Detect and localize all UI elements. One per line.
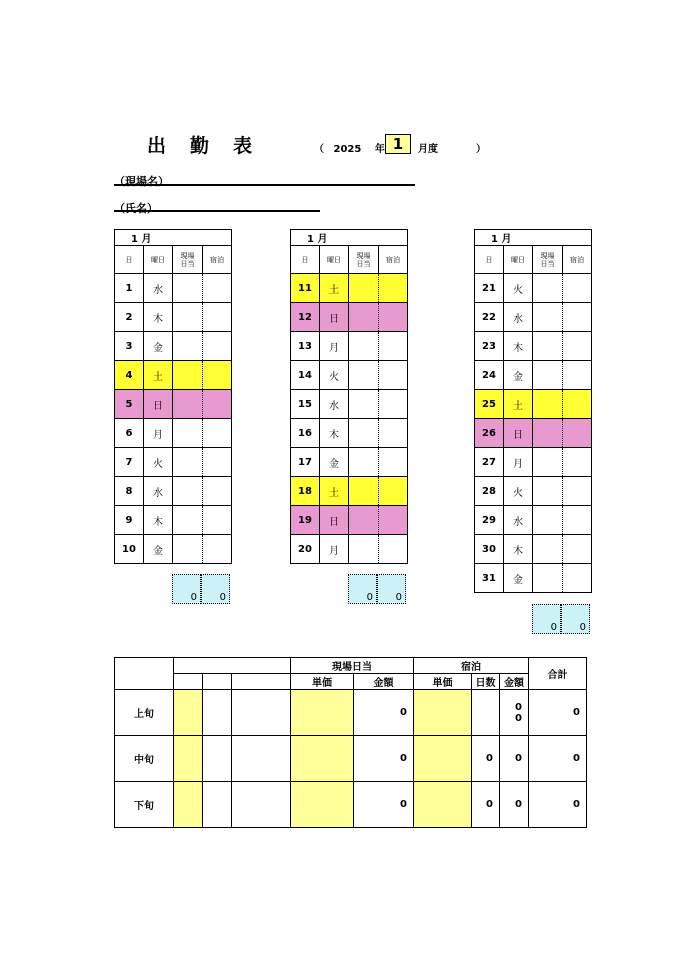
stay-cell[interactable]	[379, 419, 408, 448]
weekday: 水	[504, 506, 533, 535]
weekday-header: 曜日	[144, 246, 173, 274]
stay-amount	[500, 736, 529, 782]
day-number: 4	[115, 361, 144, 390]
summary-row	[115, 782, 587, 828]
calendar-row	[291, 477, 408, 506]
stay-amount-value-2: 0	[515, 712, 522, 724]
site-cell[interactable]	[349, 361, 379, 390]
day-header: 日	[291, 246, 320, 274]
stay-header: 宿泊	[414, 658, 529, 674]
weekday: 日	[504, 419, 533, 448]
stay-cell[interactable]	[563, 390, 592, 419]
day-number: 18	[291, 477, 320, 506]
weekday: 火	[320, 361, 349, 390]
day-number: 26	[475, 419, 504, 448]
stay-unit-price[interactable]	[414, 736, 472, 782]
weekday: 金	[320, 448, 349, 477]
blank-cell[interactable]	[232, 736, 291, 782]
blank-sub	[174, 674, 203, 690]
site-unit-price[interactable]	[291, 736, 354, 782]
stay-cell[interactable]	[563, 564, 592, 593]
weekday: 土	[320, 274, 349, 303]
day-number: 16	[291, 419, 320, 448]
day-number: 24	[475, 361, 504, 390]
stay-days: 0	[472, 736, 500, 782]
site-header: 現場日当	[533, 246, 563, 274]
day-number: 29	[475, 506, 504, 535]
site-cell[interactable]	[173, 419, 203, 448]
calendar-block	[114, 229, 232, 564]
period-open: （	[314, 144, 324, 155]
calendar-row	[115, 390, 232, 419]
site-cell[interactable]	[349, 390, 379, 419]
site-cell[interactable]	[533, 506, 563, 535]
weekday: 水	[504, 303, 533, 332]
calendar-row	[475, 564, 592, 593]
site-cell[interactable]	[349, 477, 379, 506]
calendar-row	[475, 303, 592, 332]
stay-amount-value: 0	[515, 799, 522, 810]
site-cell[interactable]	[533, 419, 563, 448]
weekday: 土	[504, 390, 533, 419]
day-number: 1	[115, 274, 144, 303]
calendar-row	[291, 361, 408, 390]
site-total: 0	[172, 574, 201, 604]
site-amount: 0	[354, 782, 414, 828]
stay-cell[interactable]	[203, 303, 232, 332]
weekday: 木	[144, 303, 173, 332]
title-char: 表	[233, 135, 253, 157]
stay-cell[interactable]	[203, 477, 232, 506]
stay-days	[472, 690, 500, 736]
site-total: 0	[348, 574, 377, 604]
weekday: 金	[504, 564, 533, 593]
row-total: 0	[529, 782, 587, 828]
stay-cell[interactable]	[563, 419, 592, 448]
day-number: 21	[475, 274, 504, 303]
calendar-row	[115, 506, 232, 535]
stay-cell[interactable]	[563, 274, 592, 303]
stay-cell[interactable]	[563, 332, 592, 361]
day-number: 14	[291, 361, 320, 390]
calendar-row	[475, 477, 592, 506]
stay-cell[interactable]	[379, 361, 408, 390]
weekday: 日	[320, 303, 349, 332]
day-number: 2	[115, 303, 144, 332]
calendar-row	[115, 419, 232, 448]
period-close: ）	[476, 144, 486, 155]
site-cell[interactable]	[349, 332, 379, 361]
stay-days: 0	[472, 782, 500, 828]
blank-cell[interactable]	[232, 690, 291, 736]
day-number: 7	[115, 448, 144, 477]
calendar-totals	[532, 604, 590, 634]
day-number: 27	[475, 448, 504, 477]
title-char: 勤	[190, 135, 210, 157]
stay-amount	[500, 782, 529, 828]
calendar-row	[475, 361, 592, 390]
row-total: 0	[529, 736, 587, 782]
calendar-row	[475, 390, 592, 419]
summary-corner	[115, 658, 174, 690]
summary-blank-header	[174, 658, 291, 674]
site-cell[interactable]	[173, 361, 203, 390]
day-number: 22	[475, 303, 504, 332]
site-cell[interactable]	[173, 332, 203, 361]
weekday: 金	[144, 535, 173, 564]
title-char: 出	[147, 135, 167, 157]
site-header: 現場日当	[349, 246, 379, 274]
calendar-row	[475, 274, 592, 303]
weekday: 金	[504, 361, 533, 390]
calendar-totals	[172, 574, 230, 604]
year-value: 2025	[333, 144, 362, 155]
summary-row	[115, 736, 587, 782]
weekday: 水	[144, 477, 173, 506]
period-label: 上旬	[115, 690, 174, 736]
calendar-totals	[348, 574, 406, 604]
site-name-line[interactable]	[114, 184, 415, 186]
stay-amount-value: 0	[515, 701, 522, 713]
day-number: 3	[115, 332, 144, 361]
site-cell[interactable]	[349, 448, 379, 477]
site-total: 0	[532, 604, 561, 634]
stay-cell[interactable]	[203, 361, 232, 390]
stay-total: 0	[377, 574, 406, 604]
stay-cell[interactable]	[379, 390, 408, 419]
site-cell[interactable]	[173, 448, 203, 477]
calendar-row	[291, 274, 408, 303]
weekday: 月	[320, 332, 349, 361]
weekday: 火	[504, 274, 533, 303]
stay-unit-price[interactable]	[414, 782, 472, 828]
stay-cell[interactable]	[379, 448, 408, 477]
day-number: 8	[115, 477, 144, 506]
blank-cell[interactable]	[203, 690, 232, 736]
calendar-row	[115, 477, 232, 506]
day-number: 30	[475, 535, 504, 564]
calendar-row	[291, 332, 408, 361]
site-header: 現場日当	[173, 246, 203, 274]
stay-unit-price-header: 単価	[414, 674, 472, 690]
calendar-row	[115, 303, 232, 332]
calendar-row	[115, 332, 232, 361]
weekday: 火	[144, 448, 173, 477]
weekday: 水	[144, 274, 173, 303]
day-number: 23	[475, 332, 504, 361]
site-cell[interactable]	[173, 274, 203, 303]
site-cell[interactable]	[173, 477, 203, 506]
day-number: 15	[291, 390, 320, 419]
calendar-row	[115, 361, 232, 390]
site-unit-price[interactable]	[291, 690, 354, 736]
blank-cell[interactable]	[203, 736, 232, 782]
day-number: 6	[115, 419, 144, 448]
yellow-input-cell[interactable]	[174, 736, 203, 782]
day-header: 日	[475, 246, 504, 274]
weekday: 火	[504, 477, 533, 506]
weekday: 金	[144, 332, 173, 361]
stay-header: 宿泊	[379, 246, 408, 274]
site-cell[interactable]	[533, 535, 563, 564]
calendar-row	[475, 506, 592, 535]
stay-cell[interactable]	[563, 303, 592, 332]
stay-cell[interactable]	[563, 361, 592, 390]
stay-amount-header: 金額	[500, 674, 529, 690]
day-number: 5	[115, 390, 144, 419]
stay-cell[interactable]	[563, 506, 592, 535]
stay-header: 宿泊	[563, 246, 592, 274]
stay-cell[interactable]	[563, 535, 592, 564]
site-cell[interactable]	[533, 274, 563, 303]
site-cell[interactable]	[349, 303, 379, 332]
calendar-block	[290, 229, 408, 564]
site-cell[interactable]	[173, 535, 203, 564]
blank-cell[interactable]	[232, 782, 291, 828]
stay-cell[interactable]	[563, 448, 592, 477]
calendar-row	[291, 448, 408, 477]
summary-table	[114, 657, 587, 828]
yellow-input-cell[interactable]	[174, 782, 203, 828]
day-number: 13	[291, 332, 320, 361]
day-number: 11	[291, 274, 320, 303]
stay-cell[interactable]	[203, 419, 232, 448]
period-label: 下旬	[115, 782, 174, 828]
site-cell[interactable]	[349, 419, 379, 448]
stay-cell[interactable]	[203, 506, 232, 535]
yellow-input-cell[interactable]	[174, 690, 203, 736]
stay-cell[interactable]	[203, 390, 232, 419]
month-label: 1 月	[475, 230, 592, 246]
stay-cell[interactable]	[379, 477, 408, 506]
site-unit-price[interactable]	[291, 782, 354, 828]
weekday: 土	[320, 477, 349, 506]
summary-row	[115, 690, 587, 736]
calendar-row	[115, 274, 232, 303]
weekday: 水	[320, 390, 349, 419]
day-number: 20	[291, 535, 320, 564]
period-line	[314, 140, 385, 155]
site-amount: 0	[354, 690, 414, 736]
name-line[interactable]	[114, 210, 320, 212]
site-cell[interactable]	[173, 506, 203, 535]
calendar-block	[474, 229, 592, 593]
page-title	[147, 131, 276, 158]
stay-cell[interactable]	[379, 274, 408, 303]
site-amount-header: 金額	[354, 674, 414, 690]
blank-sub	[203, 674, 232, 690]
site-cell[interactable]	[533, 332, 563, 361]
stay-cell[interactable]	[203, 274, 232, 303]
stay-amount-value: 0	[515, 753, 522, 764]
stay-cell[interactable]	[203, 448, 232, 477]
site-allowance-header: 現場日当	[291, 658, 414, 674]
calendar-row	[291, 506, 408, 535]
name-label: （氏名）	[114, 202, 158, 215]
stay-cell[interactable]	[379, 535, 408, 564]
calendar-row	[475, 332, 592, 361]
day-number: 19	[291, 506, 320, 535]
month-unit: 月度	[418, 144, 438, 155]
weekday: 木	[504, 535, 533, 564]
blank-cell[interactable]	[203, 782, 232, 828]
day-number: 28	[475, 477, 504, 506]
weekday: 木	[144, 506, 173, 535]
stay-unit-price[interactable]	[414, 690, 472, 736]
weekday: 月	[504, 448, 533, 477]
day-number: 10	[115, 535, 144, 564]
calendar-row	[475, 419, 592, 448]
calendar-row	[475, 448, 592, 477]
day-number: 9	[115, 506, 144, 535]
weekday-header: 曜日	[320, 246, 349, 274]
weekday-header: 曜日	[504, 246, 533, 274]
stay-cell[interactable]	[203, 332, 232, 361]
site-cell[interactable]	[173, 390, 203, 419]
site-amount: 0	[354, 736, 414, 782]
stay-cell[interactable]	[379, 303, 408, 332]
weekday: 木	[504, 332, 533, 361]
day-number: 31	[475, 564, 504, 593]
period-label: 中旬	[115, 736, 174, 782]
weekday: 日	[320, 506, 349, 535]
stay-total: 0	[201, 574, 230, 604]
site-cell[interactable]	[533, 564, 563, 593]
calendar-row	[291, 419, 408, 448]
site-cell[interactable]	[533, 390, 563, 419]
total-header: 合計	[529, 658, 587, 690]
stay-cell[interactable]	[379, 506, 408, 535]
day-number: 25	[475, 390, 504, 419]
calendar-row	[115, 535, 232, 564]
site-cell[interactable]	[173, 303, 203, 332]
month-label: 1 月	[291, 230, 408, 246]
month-label: 1 月	[115, 230, 232, 246]
year-unit: 年	[374, 144, 385, 155]
stay-amount	[500, 690, 529, 736]
site-cell[interactable]	[349, 274, 379, 303]
row-total: 0	[529, 690, 587, 736]
weekday: 木	[320, 419, 349, 448]
weekday: 土	[144, 361, 173, 390]
weekday: 月	[144, 419, 173, 448]
month-input[interactable]: 1	[385, 134, 411, 154]
stay-cell[interactable]	[203, 535, 232, 564]
stay-total: 0	[561, 604, 590, 634]
site-cell[interactable]	[533, 477, 563, 506]
site-cell[interactable]	[533, 448, 563, 477]
stay-header: 宿泊	[203, 246, 232, 274]
site-cell[interactable]	[533, 361, 563, 390]
weekday: 日	[144, 390, 173, 419]
day-number: 12	[291, 303, 320, 332]
stay-days-header: 日数	[472, 674, 500, 690]
calendar-row	[475, 535, 592, 564]
blank-sub	[232, 674, 291, 690]
site-cell[interactable]	[533, 303, 563, 332]
stay-cell[interactable]	[563, 477, 592, 506]
day-header: 日	[115, 246, 144, 274]
site-cell[interactable]	[349, 535, 379, 564]
day-number: 17	[291, 448, 320, 477]
weekday: 月	[320, 535, 349, 564]
calendar-row	[291, 535, 408, 564]
calendar-row	[115, 448, 232, 477]
stay-cell[interactable]	[379, 332, 408, 361]
site-cell[interactable]	[349, 506, 379, 535]
site-name-label: （現場名）	[114, 175, 169, 188]
site-unit-price-header: 単価	[291, 674, 354, 690]
calendar-row	[291, 390, 408, 419]
calendar-row	[291, 303, 408, 332]
